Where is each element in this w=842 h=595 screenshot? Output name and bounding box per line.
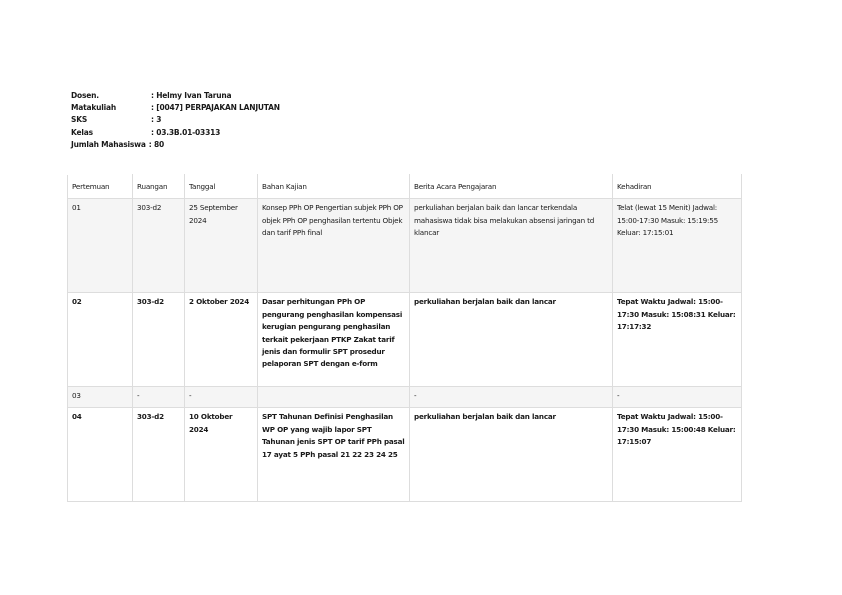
info-value: : [0047] PERPAJAKAN LANJUTAN: [151, 103, 280, 113]
header-tanggal: Tanggal: [185, 175, 258, 199]
cell-pertemuan: 03: [68, 387, 133, 408]
cell-ruangan: 303-d2: [133, 199, 185, 293]
info-row-jumlah-mahasiswa: [71, 139, 280, 151]
info-row-kelas: [71, 127, 280, 139]
cell-bahan-kajian: Dasar perhitungan PPh OP pengurang penghasilan kompensasi kerugian pengurang penghasilan terkait pekerjaan PTKP Zakat tarif jenis dan formulir SPT prosedur pelaporan SPT dengan e-form: [258, 293, 410, 387]
cell-kehadiran: -: [613, 387, 742, 408]
table-row: [68, 387, 742, 408]
cell-bahan-kajian: [258, 387, 410, 408]
info-value: : 80: [148, 139, 164, 149]
cell-tanggal: 2 Oktober 2024: [185, 293, 258, 387]
info-value: : Helmy Ivan Taruna: [151, 91, 232, 100]
table-row: [68, 199, 742, 293]
info-label: Matakuliah: [71, 103, 117, 113]
course-info: [71, 90, 280, 151]
header-ruangan: Ruangan: [133, 175, 185, 199]
cell-kehadiran: Tepat Waktu Jadwal: 15:00-17:30 Masuk: 15:08:31 Keluar: 17:17:32: [613, 293, 742, 387]
cell-kehadiran: Telat (lewat 15 Menit) Jadwal: 15:00-17:30 Masuk: 15:19:55 Keluar: 17:15:01: [613, 199, 742, 293]
info-label: SKS: [71, 115, 88, 125]
cell-ruangan: 303-d2: [133, 408, 185, 502]
cell-pertemuan: 02: [68, 293, 133, 387]
info-label: Dosen.: [71, 91, 99, 100]
info-row-dosen: [71, 90, 280, 102]
info-label: Jumlah Mahasiswa: [71, 139, 146, 149]
cell-pertemuan: 04: [68, 408, 133, 502]
cell-tanggal: 25 September 2024: [185, 199, 258, 293]
cell-tanggal: -: [185, 387, 258, 408]
cell-tanggal: 10 Oktober 2024: [185, 408, 258, 502]
table-header-row: [68, 175, 742, 199]
cell-bahan-kajian: SPT Tahunan Definisi Penghasilan WP OP yang wajib lapor SPT Tahunan jenis SPT OP tarif PPh pasal 17 ayat 5 PPh pasal 21 22 23 24 25: [258, 408, 410, 502]
info-value: : 3: [151, 115, 162, 125]
info-value: : 03.3B.01-03313: [151, 127, 221, 137]
cell-bahan-kajian: Konsep PPh OP Pengertian subjek PPh OP objek PPh OP penghasilan tertentu Objek dan tarif PPh final: [258, 199, 410, 293]
info-row-sks: [71, 114, 280, 126]
table-row: [68, 293, 742, 387]
cell-ruangan: -: [133, 387, 185, 408]
cell-berita-acara: -: [410, 387, 613, 408]
cell-kehadiran: Tepat Waktu Jadwal: 15:00-17:30 Masuk: 15:00:48 Keluar: 17:15:07: [613, 408, 742, 502]
header-bahan-kajian: Bahan Kajian: [258, 175, 410, 199]
cell-ruangan: 303-d2: [133, 293, 185, 387]
cell-pertemuan: 01: [68, 199, 133, 293]
table-row: [68, 408, 742, 502]
attendance-table: [67, 174, 742, 502]
cell-berita-acara: perkuliahan berjalan baik dan lancar terkendala mahasiswa tidak bisa melakukan absensi jaringan td klancar: [410, 199, 613, 293]
info-row-matakuliah: [71, 102, 280, 114]
info-label: Kelas: [71, 127, 93, 137]
cell-berita-acara: perkuliahan berjalan baik dan lancar: [410, 293, 613, 387]
cell-berita-acara: perkuliahan berjalan baik dan lancar: [410, 408, 613, 502]
header-pertemuan: Pertemuan: [68, 175, 133, 199]
header-berita-acara: Berita Acara Pengajaran: [410, 175, 613, 199]
header-kehadiran: Kehadiran: [613, 175, 742, 199]
